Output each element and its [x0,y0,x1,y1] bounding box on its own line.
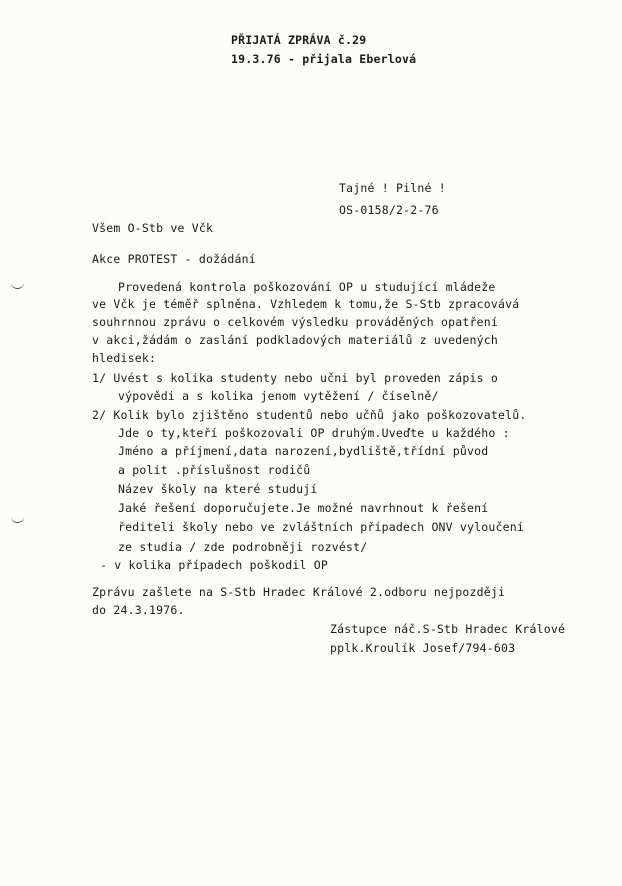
subject-line: Akce PROTEST - dožádání [92,252,256,266]
signature-name: pplk.Kroulík Josef/794-603 [330,641,516,655]
item-2-line: ze studia / zde podrobněji rozvést/ [118,540,368,554]
item-2-line: a polit .příslušnost rodičů [118,463,311,477]
item-1-line: 1/ Uvést s kolika studenty nebo učni byl proveden zápis o [92,371,499,385]
body-intro-line: souhrnnou zprávu o celkovém výsledku prováděných opatření [92,315,499,329]
closing-line: Zprávu zašlete na S-Stb Hradec Králové 2.odboru nejpozději [92,585,506,599]
closing-line: do 24.3.1976. [92,603,185,617]
punch-hole-mark [11,281,24,289]
item-1-line: výpovědi a s kolika jenom vytěžení / číselně/ [118,389,439,403]
reference-number: OS-0158/2-2-76 [339,203,439,217]
item-2-line: Jméno a příjmení,data narození,bydliště,třídní původ [118,444,489,458]
item-2-line: Jde o ty,kteří poškozovali OP druhým.Uveďte u každého : [118,426,510,440]
classification-marking: Tajné ! Pilné ! [339,181,446,195]
item-3-line: - v kolika případech poškodil OP [100,558,328,572]
item-2-line: Jaké řešení doporučujete.Je možné navrhnout k řešení [118,501,489,515]
body-intro-line: hledisek: [92,351,157,365]
received-note: 19.3.76 - přijala Eberlová [231,52,417,66]
item-2-line: Název školy na které studují [118,482,318,496]
addressee: Všem O-Stb ve Včk [92,221,214,235]
body-intro-line: v akci,žádám o zaslání podkladových materiálů z uvedených [92,333,499,347]
item-2-line: řediteli školy nebo ve zvláštních případech ONV vyloučení [118,520,525,534]
document-title: PŘIJATÁ ZPRÁVA č.29 [231,33,367,47]
body-intro-line: Provedená kontrola poškozování OP u studující mládeže [118,280,496,294]
signature-title: Zástupce náč.S-Stb Hradec Králové [330,622,566,636]
item-2-line: 2/ Kolik bylo zjištěno studentů nebo učňů jako poškozovatelů. [92,408,527,422]
body-intro-line: ve Včk je téměř splněna. Vzhledem k tomu,že S-Stb zpracovává [92,297,520,311]
punch-hole-mark [11,515,24,523]
